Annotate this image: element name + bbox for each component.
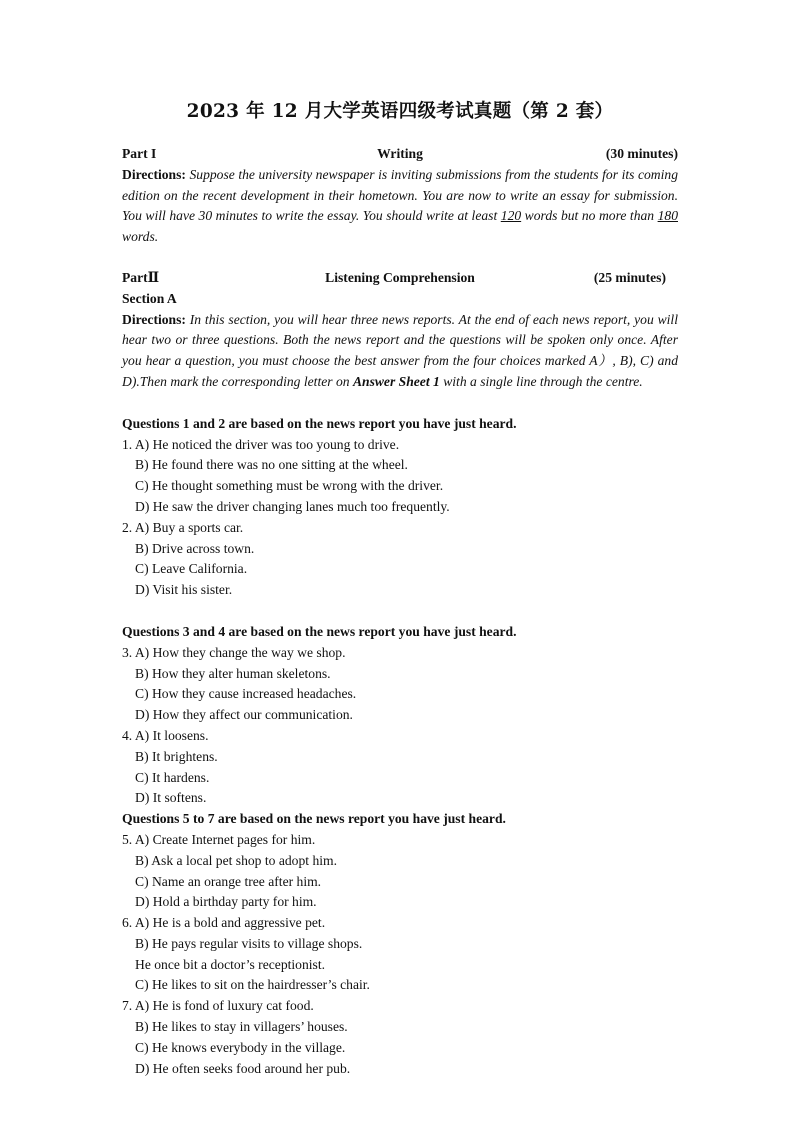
question-group-header: Questions 1 and 2 are based on the news report you have just heard.	[122, 415, 517, 431]
question-group-3	[122, 809, 678, 1079]
answer-option: C) It hardens.	[135, 769, 210, 785]
answer-option: 4. A) It loosens.	[122, 727, 209, 743]
answer-sheet-label: Answer Sheet 1	[352, 373, 440, 389]
part2-directions-text-1: In this section, you will hear three news reports. At the end of each news report, you will hear two or three questions. Both the news report and the questions will be spoken only once. After you hear a question, you must choose the best answer from the four choices marked A）, B), C) and D).Then mark the corresponding letter on	[122, 311, 678, 389]
exam-content	[122, 144, 678, 1079]
answer-option: B) It brightens.	[135, 748, 218, 764]
answer-option: C) He thought something must be wrong with the driver.	[135, 478, 444, 494]
spacer	[122, 393, 678, 414]
part1-directions	[122, 165, 678, 248]
answer-option: C) Leave California.	[135, 561, 248, 577]
part1-label: Part I	[122, 146, 157, 161]
answer-option: D) Hold a birthday party for him.	[135, 894, 317, 910]
answer-option: He once bit a doctor’s receptionist.	[135, 956, 326, 972]
answer-option: B) How they alter human skeletons.	[135, 665, 331, 681]
page-title: 2023 年 12 月大学英语四级考试真题（第 2 套）	[186, 101, 614, 122]
answer-option: B) He pays regular visits to village shops.	[135, 935, 363, 951]
question-group-header: Questions 5 to 7 are based on the news report you have just heard.	[122, 811, 506, 827]
answer-option: 6. A) He is a bold and aggressive pet.	[122, 915, 326, 931]
answer-option: 5. A) Create Internet pages for him.	[122, 831, 316, 847]
answer-option: B) Ask a local pet shop to adopt him.	[135, 852, 337, 868]
part1-directions-text-1: Suppose the university newspaper is inviting submissions from the students for its coming edition on the recent development in their hometown. You are now to write an essay for submission. You will have 30 minutes to write the essay. You should write at least	[122, 166, 678, 224]
answer-option: B) He found there was no one sitting at the wheel.	[135, 457, 408, 473]
answer-option: D) It softens.	[135, 790, 207, 806]
answer-option: C) How they cause increased headaches.	[135, 686, 357, 702]
part1-directions-text-3: words.	[122, 229, 159, 245]
answer-option: D) He saw the driver changing lanes much too frequently.	[135, 498, 450, 514]
part2-header	[122, 268, 678, 289]
question-group-2	[122, 622, 678, 809]
question-group-1	[122, 414, 678, 601]
min-word-count: 120	[500, 208, 522, 224]
part2-label: PartⅡ	[122, 269, 160, 285]
answer-option: C) He knows everybody in the village.	[135, 1039, 346, 1055]
answer-option: 3. A) How they change the way we shop.	[122, 644, 346, 660]
part2-directions-label: Directions:	[122, 311, 186, 327]
answer-option: C) Name an orange tree after him.	[135, 873, 322, 889]
part2-directions-text-2: with a single line through the centre.	[439, 373, 643, 389]
answer-option: D) Visit his sister.	[135, 582, 233, 598]
part1-directions-text-2: words but no more than	[521, 208, 658, 224]
part2-directions	[122, 310, 678, 393]
answer-option: 2. A) Buy a sports car.	[122, 519, 244, 535]
answer-option: 1. A) He noticed the driver was too young to drive.	[122, 436, 400, 452]
question-group-header: Questions 3 and 4 are based on the news report you have just heard.	[122, 623, 517, 639]
answer-option: B) Drive across town.	[135, 540, 255, 556]
max-word-count: 180	[657, 208, 678, 224]
spacer	[122, 248, 678, 268]
part2-name: Listening Comprehension	[325, 269, 475, 285]
answer-option: B) He likes to stay in villagers’ houses.	[135, 1019, 348, 1035]
section-a-label: Section A	[122, 290, 177, 306]
part1-time: (30 minutes)	[605, 146, 678, 161]
part1-header	[122, 144, 678, 165]
spacer	[122, 601, 678, 622]
part1-name: Writing	[377, 146, 423, 161]
part1-directions-label: Directions:	[122, 166, 186, 182]
answer-option: C) He likes to sit on the hairdresser’s chair.	[135, 977, 370, 993]
part2-time: (25 minutes)	[593, 269, 666, 285]
answer-option: D) How they affect our communication.	[135, 707, 353, 723]
answer-option: D) He often seeks food around her pub.	[135, 1060, 351, 1076]
answer-option: 7. A) He is fond of luxury cat food.	[122, 998, 314, 1014]
